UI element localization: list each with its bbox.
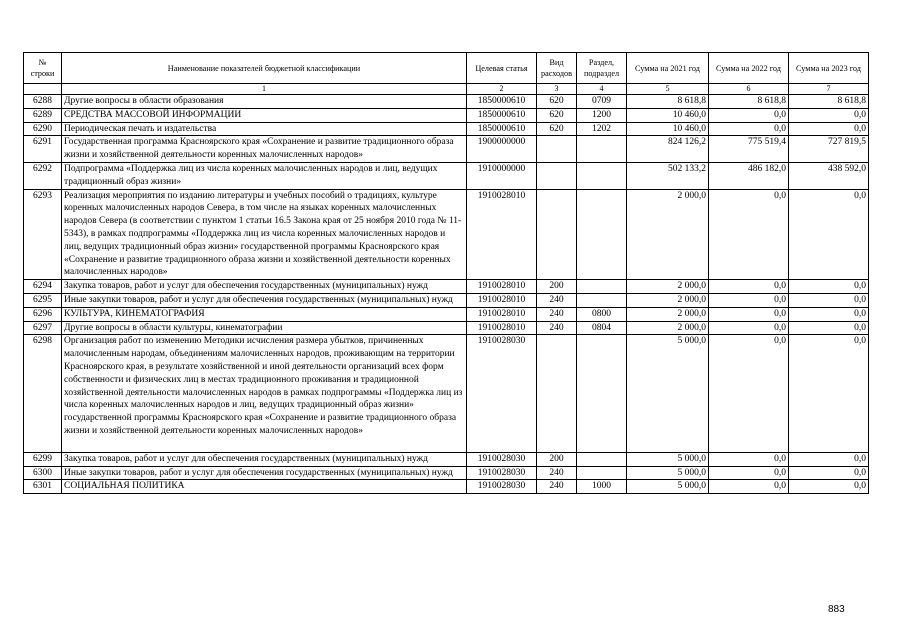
section-code [577,280,627,294]
header-target: Целевая статья [467,53,537,84]
section-code: 1000 [577,480,627,494]
indicator-name: Иные закупки товаров, работ и услуг для обеспечения государственных (муниципальных) нужд [62,466,467,480]
indicator-name: Реализация мероприятия по изданию литературы и учебных пособий о традициях, культуре коренных малочисленных народов Севера, в том числе на языках коренных малочисленных народов Севера (в соответствии с пунктом 1 статьи 16.5 Закона края от 25 ноября 2010 года № 11-5343), в рамках подпрограммы «Поддержка лиц из числа коренных малочисленных народов и лиц, ведущих традиционный образ жизни» государственной программы Красноярского края «Сохранение и развитие традиционного образа жизни и хозяйственной деятельности коренных малочисленных народов» [62,189,467,280]
sum-2021: 10 460,0 [627,108,709,122]
header-section: Раздел, подраздел [577,53,627,84]
budget-table [23,52,869,494]
section-code [577,293,627,307]
row-number: 6297 [24,321,62,335]
table-row [24,307,869,321]
column-number: 6 [709,84,789,95]
indicator-name: Закупка товаров, работ и услуг для обеспечения государственных (муниципальных) нужд [62,452,467,466]
header-type: Вид расходов [537,53,577,84]
indicator-name: Другие вопросы в области культуры, кинематографии [62,321,467,335]
table-row [24,466,869,480]
column-number-row [24,84,869,95]
sum-2022: 0,0 [709,452,789,466]
expense-type: 240 [537,466,577,480]
column-number: 4 [577,84,627,95]
section-code [577,189,627,280]
sum-2022: 486 182,0 [709,162,789,189]
table-row [24,162,869,189]
expense-type: 240 [537,480,577,494]
indicator-name: Государственная программа Красноярского края «Сохранение и развитие традиционного образа жизни и хозяйственной деятельности коренных малочисленных народов» [62,136,467,163]
column-number: 2 [467,84,537,95]
sum-2023: 438 592,0 [789,162,869,189]
target-article: 1910028010 [467,280,537,294]
target-article: 1910028010 [467,293,537,307]
table-row [24,122,869,136]
indicator-name: Подпрограмма «Поддержка лиц из числа коренных малочисленных народов и лиц, ведущих традиционный образ жизни» [62,162,467,189]
sum-2022: 0,0 [709,280,789,294]
target-article: 1910028010 [467,307,537,321]
table-row [24,335,869,452]
expense-type: 240 [537,307,577,321]
column-number: 3 [537,84,577,95]
indicator-name: Другие вопросы в области образования [62,95,467,109]
row-number: 6298 [24,335,62,452]
target-article: 1850000610 [467,122,537,136]
page-number: 883 [828,604,845,615]
section-code [577,335,627,452]
expense-type [537,189,577,280]
column-number: 5 [627,84,709,95]
row-number: 6301 [24,480,62,494]
sum-2021: 5 000,0 [627,480,709,494]
target-article: 1850000610 [467,108,537,122]
target-article: 1910028030 [467,480,537,494]
sum-2021: 5 000,0 [627,452,709,466]
column-number [24,84,62,95]
sum-2023: 0,0 [789,293,869,307]
sum-2022: 8 618,8 [709,95,789,109]
target-article: 1850000610 [467,95,537,109]
sum-2022: 0,0 [709,480,789,494]
sum-2023: 0,0 [789,335,869,452]
sum-2021: 5 000,0 [627,466,709,480]
target-article: 1900000000 [467,136,537,163]
sum-2023: 0,0 [789,280,869,294]
sum-2021: 2 000,0 [627,321,709,335]
sum-2023: 0,0 [789,189,869,280]
sum-2023: 0,0 [789,122,869,136]
column-number: 7 [789,84,869,95]
sum-2021: 5 000,0 [627,335,709,452]
sum-2022: 0,0 [709,321,789,335]
sum-2022: 0,0 [709,122,789,136]
sum-2021: 10 460,0 [627,122,709,136]
table-row [24,480,869,494]
table-row [24,108,869,122]
sum-2023: 8 618,8 [789,95,869,109]
sum-2023: 0,0 [789,321,869,335]
sum-2023: 0,0 [789,452,869,466]
indicator-name: СОЦИАЛЬНАЯ ПОЛИТИКА [62,480,467,494]
indicator-name: СРЕДСТВА МАССОВОЙ ИНФОРМАЦИИ [62,108,467,122]
sum-2022: 0,0 [709,466,789,480]
row-number: 6290 [24,122,62,136]
header-name: Наименование показателей бюджетной классификации [62,53,467,84]
target-article: 1910028010 [467,189,537,280]
sum-2021: 2 000,0 [627,307,709,321]
sum-2023: 0,0 [789,466,869,480]
target-article: 1910028010 [467,321,537,335]
sum-2021: 8 618,8 [627,95,709,109]
table-row [24,136,869,163]
section-code: 1202 [577,122,627,136]
row-number: 6292 [24,162,62,189]
header-sum-2022: Сумма на 2022 год [709,53,789,84]
target-article: 1910000000 [467,162,537,189]
sum-2022: 0,0 [709,307,789,321]
expense-type [537,335,577,452]
header-row [24,53,869,84]
sum-2021: 502 133,2 [627,162,709,189]
table-body [24,95,869,494]
target-article: 1910028030 [467,466,537,480]
sum-2023: 0,0 [789,108,869,122]
row-number: 6289 [24,108,62,122]
table-row [24,321,869,335]
sum-2022: 0,0 [709,108,789,122]
section-code: 1200 [577,108,627,122]
indicator-name: Закупка товаров, работ и услуг для обеспечения государственных (муниципальных) нужд [62,280,467,294]
expense-type: 620 [537,108,577,122]
row-number: 6294 [24,280,62,294]
sum-2021: 2 000,0 [627,280,709,294]
expense-type: 620 [537,95,577,109]
row-number: 6288 [24,95,62,109]
row-number: 6300 [24,466,62,480]
expense-type: 620 [537,122,577,136]
section-code [577,452,627,466]
sum-2022: 0,0 [709,189,789,280]
sum-2023: 0,0 [789,307,869,321]
section-code: 0804 [577,321,627,335]
table-row [24,293,869,307]
row-number: 6296 [24,307,62,321]
table-row [24,280,869,294]
sum-2022: 0,0 [709,335,789,452]
table-row [24,189,869,280]
target-article: 1910028030 [467,335,537,452]
sum-2022: 0,0 [709,293,789,307]
sum-2022: 775 519,4 [709,136,789,163]
expense-type: 200 [537,452,577,466]
section-code: 0709 [577,95,627,109]
expense-type: 240 [537,293,577,307]
indicator-name: Периодическая печать и издательства [62,122,467,136]
header-sum-2021: Сумма на 2021 год [627,53,709,84]
section-code [577,162,627,189]
sum-2023: 0,0 [789,480,869,494]
sum-2021: 2 000,0 [627,189,709,280]
section-code [577,136,627,163]
header-sum-2023: Сумма на 2023 год [789,53,869,84]
row-number: 6295 [24,293,62,307]
expense-type: 200 [537,280,577,294]
indicator-name: Организация работ по изменению Методики исчисления размера убытков, причиненных малочисленным народам, объединениям малочисленных народов, проживающим на территории Красноярского края, в результате хозяйственной и иной деятельности организаций всех форм собственности и физических лиц в местах традиционного проживания и традиционной хозяйственной деятельности малочисленных народов в рамках подпрограммы «Поддержка лиц из числа коренных малочисленных народов и лиц, ведущих традиционный образ жизни» государственной программы Красноярского края «Сохранение и развитие традиционного образа жизни и хозяйственной деятельности коренных малочисленных народов» [62,335,467,452]
row-number: 6299 [24,452,62,466]
table-row [24,95,869,109]
column-number: 1 [62,84,467,95]
header-num: № строки [24,53,62,84]
indicator-name: КУЛЬТУРА, КИНЕМАТОГРАФИЯ [62,307,467,321]
section-code: 0800 [577,307,627,321]
expense-type [537,136,577,163]
target-article: 1910028030 [467,452,537,466]
row-number: 6291 [24,136,62,163]
section-code [577,466,627,480]
indicator-name: Иные закупки товаров, работ и услуг для обеспечения государственных (муниципальных) нужд [62,293,467,307]
table-row [24,452,869,466]
sum-2021: 824 126,2 [627,136,709,163]
sum-2021: 2 000,0 [627,293,709,307]
row-number: 6293 [24,189,62,280]
expense-type [537,162,577,189]
expense-type: 240 [537,321,577,335]
sum-2023: 727 819,5 [789,136,869,163]
